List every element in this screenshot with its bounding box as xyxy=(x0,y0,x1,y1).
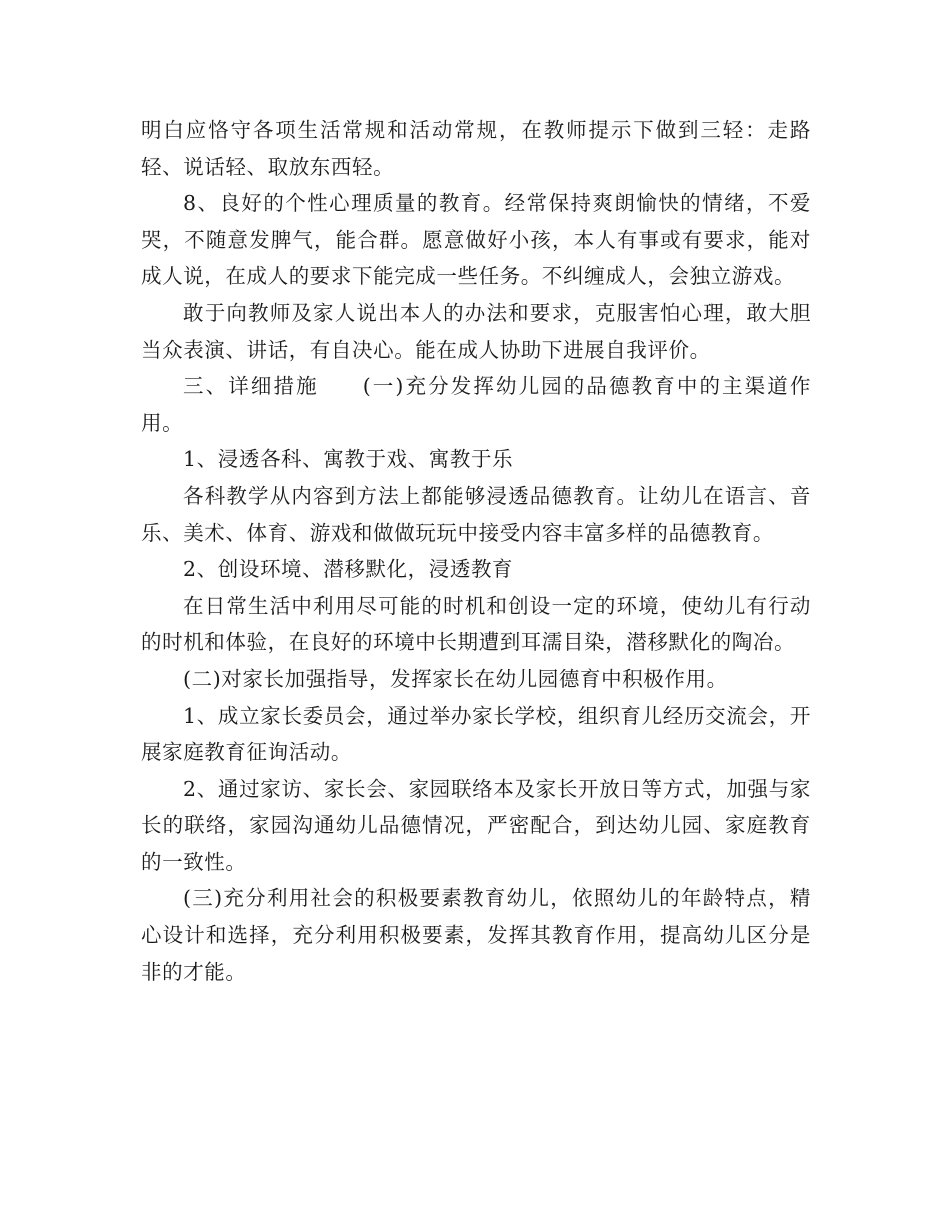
paragraph: 8、良好的个性心理质量的教育。经常保持爽朗愉快的情绪，不爱哭，不随意发脾气，能合群。愿意做好小孩，本人有事或有要求，能对成人说，在成人的要求下能完成一些任务。不纠缠成人，会独立游戏。 xyxy=(141,191,811,289)
section-heading-paragraph xyxy=(141,368,811,441)
paragraph: 明白应恪守各项生活常规和活动常规，在教师提示下做到三轻：走路轻、说话轻、取放东西轻。 xyxy=(141,118,811,179)
section-heading: 三、详细措施 xyxy=(183,374,319,399)
paragraph: 2、创设环境、潜移默化，浸透教育 xyxy=(183,557,514,582)
paragraph: 1、成立家长委员会，通过举办家长学校，组织育儿经历交流会，开展家庭教育征询活动。 xyxy=(141,703,811,765)
paragraph: (二)对家长加强指导，发挥家长在幼儿园德育中积极作用。 xyxy=(183,666,728,691)
paragraph: 1、浸透各科、寓教于戏、寓教于乐 xyxy=(183,447,514,472)
paragraph: 敢于向教师及家人说出本人的办法和要求，克服害怕心理，敢大胆当众表演、讲话，有自决心。能在成人协助下进展自我评价。 xyxy=(141,300,811,362)
paragraph: 2、通过家访、家长会、家园联络本及家长开放日等方式，加强与家长的联络，家园沟通幼儿品德情况，严密配合，到达幼儿园、家庭教育的一致性。 xyxy=(141,776,811,874)
paragraph: 各科教学从内容到方法上都能够浸透品德教育。让幼儿在语言、音乐、美术、体育、游戏和做做玩玩中接受内容丰富多样的品德教育。 xyxy=(141,483,811,545)
paragraph: (三)充分利用社会的积极要素教育幼儿，依照幼儿的年龄特点，精心设计和选择，充分利用积极要素，发挥其教育作用，提高幼儿区分是非的才能。 xyxy=(141,886,811,984)
paragraph-text: (一)充分发挥幼儿园的品德教育中的主渠道作用。 xyxy=(141,374,811,435)
document-body xyxy=(141,112,811,990)
paragraph: 在日常生活中利用尽可能的时机和创设一定的环境，使幼儿有行动的时机和体验，在良好的环境中长期遭到耳濡目染，潜移默化的陶冶。 xyxy=(141,593,811,655)
